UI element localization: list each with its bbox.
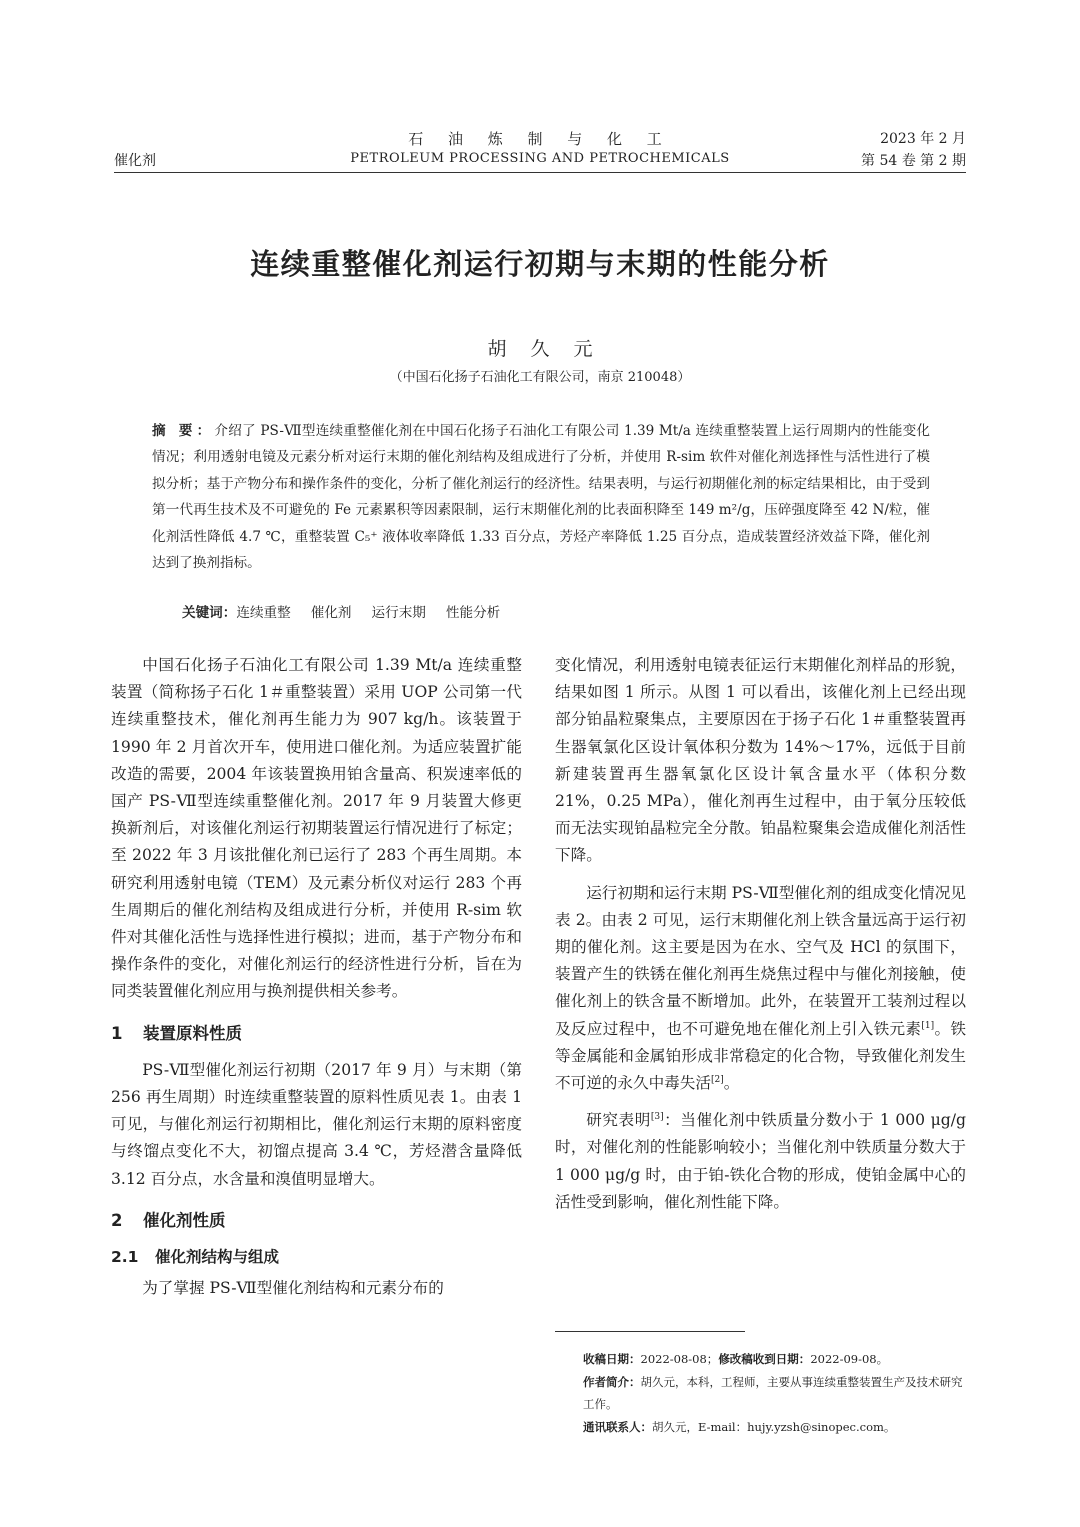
- citation: [1]: [921, 1020, 935, 1031]
- citation: [2]: [710, 1074, 724, 1085]
- section-number: 2: [111, 1210, 123, 1230]
- contact-label: 通讯联系人：: [583, 1419, 652, 1434]
- footnote-dates: [583, 1348, 965, 1371]
- subsection-heading-2-1: [111, 1244, 522, 1271]
- bio-text: 胡久元，本科，工程师，主要从事连续重整装置生产及技术研究工作。: [583, 1374, 963, 1411]
- footnote-contact: [583, 1416, 965, 1439]
- bio-label: 作者简介：: [583, 1374, 641, 1389]
- paragraph: [555, 1107, 966, 1216]
- author-name: 胡久元: [487, 338, 617, 360]
- issue-volume: 第 54 卷 第 2 期: [861, 153, 966, 169]
- subsection-title: 催化剂结构与组成: [155, 1248, 280, 1267]
- footnotes: [583, 1348, 965, 1438]
- issue-info: [861, 128, 966, 172]
- contact-text: 胡久元，E-mail：hujy.yzsh@sinopec.com。: [652, 1419, 896, 1434]
- footnote-bio: [583, 1371, 965, 1416]
- subsection-number: 2.1: [111, 1248, 139, 1267]
- section-heading-2: [111, 1207, 522, 1234]
- paragraph: [555, 880, 966, 1098]
- issue-date: 2023 年 2 月: [880, 131, 966, 147]
- paragraph-text: ：当催化剂中铁质量分数小于 1 000 μg/g 时，对催化剂的性能影响较小；当催化剂中铁质量分数大于 1 000 μg/g 时，由于铂-铁化合物的形成，使铂金属中心的活性受到影响，催化剂性能下降。: [555, 1111, 966, 1211]
- keyword: 性能分析: [445, 605, 501, 621]
- keyword: 催化剂: [310, 605, 352, 621]
- abstract: [152, 418, 930, 576]
- abstract-text: 介绍了 PS-Ⅶ型连续重整催化剂在中国石化扬子石油化工有限公司 1.39 Mt/a 连续重整装置上运行周期内的性能变化情况；利用透射电镜及元素分析对运行末期的催化剂结构及组成进行了分析，并使用 R-sim 软件对催化剂选择性与活性进行了模拟分析；基于产物分布和操作条件的变化，分析了催化剂运行的经济性。结果表明，与运行初期催化剂的标定结果相比，由于受到第一代再生技术及不可避免的 Fe 元素累积等因素限制，运行末期催化剂的比表面积降至 149 m²/g，压碎强度降至 42 N/粒，催化剂活性降低 4.7 ℃，重整装置 C₅⁺ 液体收率降低 1.33 百分点，芳烃产率降低 1.25 百分点，造成装置经济效益下降，催化剂达到了换剂指标。: [152, 423, 930, 572]
- section-title: 催化剂性质: [143, 1210, 226, 1230]
- paragraph: 为了掌握 PS-Ⅶ型催化剂结构和元素分布的: [142, 1279, 444, 1298]
- header-rule: [114, 172, 966, 173]
- section-number: 1: [111, 1023, 123, 1043]
- body-column-left: [111, 652, 522, 1302]
- paragraph-text: 运行初期和运行末期 PS-Ⅶ型催化剂的组成变化情况见表 2。由表 2 可见，运行末期催化剂上铁含量远高于运行初期的催化剂。这主要是因为在水、空气及 HCl 的氛围下，装置产生的铁锈在催化剂再生烧焦过程中与催化剂接触，使催化剂上的铁含量不断增加。此外，在装置开工装剂过程以及反应过程中，也不可避免地在催化剂上引入铁元素: [555, 883, 966, 1038]
- journal-header: [300, 128, 780, 166]
- author-affiliation: （中国石化扬子石油化工有限公司，南京 210048）: [389, 370, 691, 385]
- body-column-right: [555, 652, 966, 1216]
- paragraph-text: 。: [723, 1074, 740, 1093]
- section-heading-1: [111, 1020, 522, 1047]
- section-title: 装置原料性质: [143, 1023, 242, 1043]
- abstract-label: 摘 要：: [152, 423, 215, 439]
- citation: [3]: [650, 1112, 664, 1123]
- paragraph: PS-Ⅶ型催化剂运行初期（2017 年 9 月）与末期（第 256 再生周期）时连续重整装置的原料性质见表 1。由表 1 可见，与催化剂运行初期相比，催化剂运行末期的原料密度与终馏点变化不大，初馏点提高 3.4 ℃，芳烃潜含量降低 3.12 百分点，水含量和溴值明显增大。: [111, 1060, 522, 1188]
- paragraph-text: 。铁等金属能和金属铂形成非常稳定的化合物，导致催化剂发生不可逆的永久中毒失活: [555, 1019, 966, 1093]
- keywords-label: 关键词：: [182, 605, 237, 621]
- revised-label: 修改稿收到日期：: [718, 1352, 811, 1366]
- running-header-section: 催化剂: [114, 153, 156, 169]
- paper-title: 连续重整催化剂运行初期与末期的性能分析: [250, 247, 830, 281]
- paragraph-text: 研究表明: [586, 1111, 651, 1130]
- paragraph: 中国石化扬子石油化工有限公司 1.39 Mt/a 连续重整装置（简称扬子石化 1＃重整装置）采用 UOP 公司第一代连续重整技术，催化剂再生能力为 907 kg/h。该装置于 1990 年 2 月首次开车，使用进口催化剂。为适应装置扩能改造的需要，2004 年该装置换用铂含量高、积炭速率低的国产 PS-Ⅶ型连续重整催化剂。2017 年 9 月装置大修更换新剂后，对该催化剂运行初期装置运行情况进行了标定；至 2022 年 3 月该批催化剂已运行了 283 个再生周期。本研究利用透射电镜（TEM）及元素分析仪对运行 283 个再生周期后的催化剂结构及组成进行分析，并使用 R-sim 软件对其催化活性与选择性进行模拟；进而，基于产物分布和操作条件的变化，对催化剂运行的经济性进行分析，旨在为同类装置催化剂应用与换剂提供相关参考。: [111, 656, 522, 1001]
- paragraph: 变化情况，利用透射电镜表征运行末期催化剂样品的形貌，结果如图 1 所示。从图 1 可以看出，该催化剂上已经出现部分铂晶粒聚集点，主要原因在于扬子石化 1＃重整装置再生器氧氯化区设计氧体积分数为 14%～17%，远低于目前新建装置再生器氧氯化区设计氧含量水平（体积分数 21%，0.25 MPa），催化剂再生过程中，由于氧分压较低而无法实现铂晶粒完全分散。铂晶粒聚集会造成催化剂活性下降。: [555, 656, 966, 865]
- keyword: 连续重整: [236, 605, 291, 621]
- keywords: [182, 601, 520, 621]
- received-date: 2022-08-08；: [640, 1352, 719, 1366]
- footnote-rule: [555, 1331, 745, 1332]
- revised-date: 2022-09-08。: [810, 1352, 889, 1366]
- journal-name-cn: 石 油 炼 制 与 化 工: [408, 130, 672, 148]
- journal-name-en: PETROLEUM PROCESSING AND PETROCHEMICALS: [350, 151, 730, 166]
- keyword: 运行末期: [371, 605, 426, 621]
- received-label: 收稿日期：: [583, 1352, 641, 1366]
